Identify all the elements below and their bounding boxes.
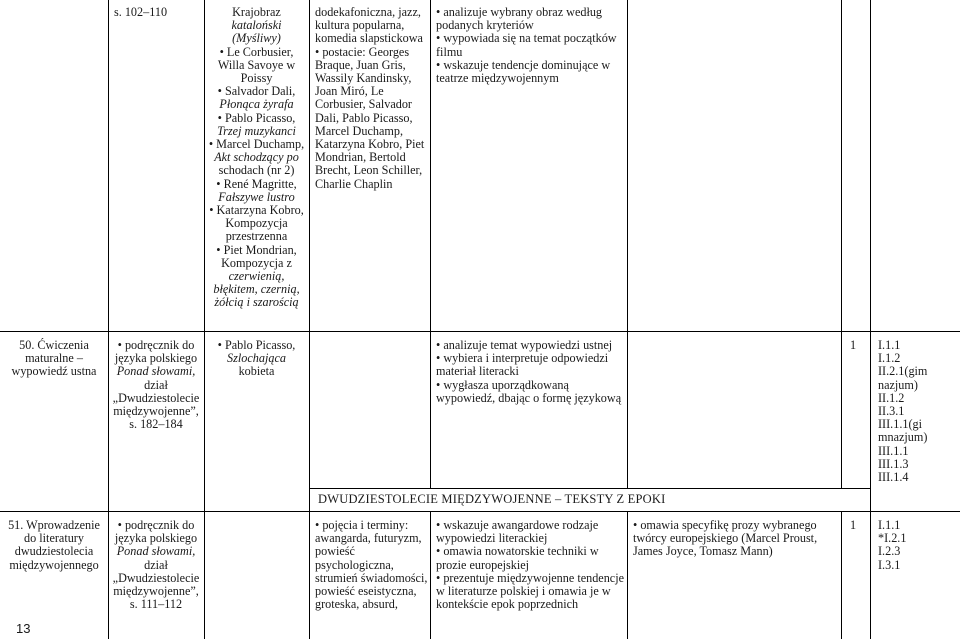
goal-line: • wypowiada się na temat początków — [436, 31, 617, 46]
reading-line: „Dwudziestolecie — [112, 390, 200, 405]
terms-cell-top — [315, 6, 424, 191]
req-line: I.1.1 — [878, 518, 901, 532]
text-line: żółcią i szarością — [214, 295, 299, 310]
reading-line: dział — [144, 377, 168, 392]
req-line: I.1.1 — [878, 338, 901, 352]
text-line: Płonąca żyrafa — [219, 97, 294, 112]
grid-line — [841, 0, 842, 488]
grid-line — [627, 0, 628, 488]
goals-cell-50 — [436, 339, 621, 405]
text-line: • Marcel Duchamp, — [208, 137, 305, 152]
terms-line: Marcel Duchamp, — [315, 123, 403, 138]
reading-pages: s. 102–110 — [114, 5, 168, 19]
req-line: III.1.1(gi — [878, 417, 922, 432]
text-line: kataloński — [231, 18, 282, 33]
text-line: kobieta — [238, 364, 275, 379]
terms-line: powieść — [315, 544, 355, 559]
lesson-line: 50. Ćwiczenia — [19, 338, 89, 352]
goals-cell-51 — [436, 519, 624, 611]
terms-line: strumień świadomości, — [315, 570, 428, 585]
reqs-cell-50 — [878, 339, 927, 484]
goal-line: • analizuje temat wypowiedzi ustnej — [436, 338, 613, 352]
terms-line: • pojęcia i terminy: — [315, 518, 409, 532]
terms-line: Charlie Chaplin — [315, 176, 393, 191]
terms-line: Wassily Kandinsky, — [315, 71, 412, 86]
reading-line: Ponad słowami, — [116, 544, 196, 559]
terms-line: psychologiczna, — [315, 557, 394, 572]
goal-line: • wygłasza uporządkowaną — [436, 377, 569, 392]
terms-line: dodekafoniczna, jazz, — [315, 5, 421, 19]
texts-cell-top — [204, 6, 309, 310]
reading-line: • podręcznik do — [117, 338, 195, 352]
reading-line: Ponad słowami, — [116, 364, 196, 379]
reading-cell-top — [114, 6, 167, 19]
extended-line: • omawia specyfikę prozy wybranego — [633, 518, 817, 532]
lesson-line: 51. Wprowadzenie — [8, 518, 100, 532]
terms-line: Brecht, Leon Schiller, — [315, 163, 423, 178]
goal-line: wypowiedzi literackiej — [436, 531, 548, 546]
terms-line: • postacie: Georges — [315, 44, 410, 59]
goal-line: wypowiedź, dbając o formę językową — [436, 390, 622, 405]
text-line: Trzej muzykanci — [217, 123, 296, 138]
terms-line: komedia slapstickowa — [315, 31, 423, 46]
grid-line — [309, 488, 870, 489]
lesson-line: dwudziestolecia — [14, 544, 94, 559]
reqs-cell-51 — [878, 519, 906, 572]
text-line: Krajobraz — [232, 5, 281, 19]
goal-line: • wskazuje tendencje dominujące w — [436, 57, 611, 72]
lesson-50-title — [0, 339, 108, 379]
goal-line: • omawia nowatorskie techniki w — [436, 544, 599, 559]
terms-line: Braque, Juan Gris, — [315, 57, 406, 72]
text-line: • Piet Mondrian, — [216, 242, 297, 257]
reading-line: międzywojenne”, — [113, 584, 199, 599]
text-line: • Le Corbusier, — [219, 44, 294, 59]
grid-line — [0, 331, 960, 332]
terms-line: groteska, absurd, — [315, 597, 398, 612]
req-line: II.3.1 — [878, 404, 905, 419]
text-line: • Salvador Dali, — [217, 84, 296, 99]
req-line: III.1.1 — [878, 443, 909, 458]
extended-line: James Joyce, Tomasz Mann) — [633, 544, 773, 559]
text-line: Szlochająca — [227, 351, 286, 366]
grid-line — [870, 0, 871, 639]
goal-line: materiał literacki — [436, 364, 519, 379]
reading-line: s. 182–184 — [129, 417, 183, 432]
reading-line: języka polskiego — [114, 531, 198, 546]
terms-line: Dali, Pablo Picasso, — [315, 110, 413, 125]
text-line: czerwienią, — [228, 269, 285, 284]
goal-line: • prezentuje międzywojenne tendencje — [436, 570, 625, 585]
reading-line: s. 111–112 — [129, 597, 183, 612]
section-header-text: DWUDZIESTOLECIE MIĘDZYWOJENNE – TEKSTY Z EPOKI — [318, 492, 666, 506]
text-line: • Pablo Picasso, — [217, 338, 296, 352]
req-line: I.2.3 — [878, 544, 901, 559]
goal-line: • wybiera i interpretuje odpowiedzi — [436, 351, 609, 366]
req-line: II.1.2 — [878, 390, 905, 405]
text-line: Poissy — [240, 71, 273, 86]
goal-line: • wskazuje awangardowe rodzaje — [436, 518, 599, 532]
goal-line: filmu — [436, 44, 463, 59]
goal-line: kontekście epok poprzednich — [436, 597, 579, 612]
reading-line: • podręcznik do — [117, 518, 195, 532]
goals-cell-top — [436, 6, 617, 85]
req-line: III.1.4 — [878, 470, 909, 485]
goal-line: w literaturze polskiej i omawia je w — [436, 584, 611, 599]
reading-line: języka polskiego — [114, 351, 198, 366]
terms-line: awangarda, futuryzm, — [315, 531, 422, 546]
req-line: III.1.3 — [878, 456, 909, 471]
req-line: I.3.1 — [878, 557, 901, 572]
page-number: 13 — [16, 621, 31, 636]
lesson-51-title — [0, 519, 108, 572]
goal-line: podanych kryteriów — [436, 18, 534, 33]
grid-line — [841, 511, 842, 639]
text-line: • René Magritte, — [216, 176, 297, 191]
terms-line: Katarzyna Kobro, Piet — [315, 137, 425, 152]
reading-cell-50 — [108, 339, 204, 431]
section-header — [318, 493, 665, 506]
hours-value: 1 — [850, 518, 857, 532]
grid-line — [430, 0, 431, 488]
grid-line — [430, 511, 431, 639]
text-line: Kompozycja — [225, 216, 288, 231]
text-line: błękitem, czernią, — [213, 282, 300, 297]
text-line: przestrzenna — [225, 229, 288, 244]
req-line: nazjum) — [878, 377, 918, 392]
lesson-line: międzywojennego — [9, 557, 99, 572]
reading-line: „Dwudziestolecie — [112, 570, 200, 585]
hours-50 — [850, 339, 856, 352]
reading-line: dział — [144, 557, 168, 572]
terms-line: Corbusier, Salvador — [315, 97, 412, 112]
goal-line: prozie europejskiej — [436, 557, 530, 572]
text-line: Fałszywe lustro — [218, 189, 295, 204]
text-line: Kompozycja z — [221, 255, 292, 270]
terms-line: Joan Miró, Le — [315, 84, 384, 99]
texts-cell-50 — [204, 339, 309, 379]
grid-line — [0, 511, 960, 512]
lesson-line: maturalne – — [25, 351, 83, 366]
text-line: • Katarzyna Kobro, — [209, 203, 304, 218]
req-line: I.1.2 — [878, 351, 901, 366]
hours-51 — [850, 519, 856, 532]
req-line: mnazjum) — [878, 430, 928, 445]
text-line: • Pablo Picasso, — [217, 110, 296, 125]
lesson-line: do literatury — [24, 531, 84, 546]
text-line: Willa Savoye w — [217, 57, 296, 72]
grid-line — [309, 0, 310, 639]
terms-line: kultura popularna, — [315, 18, 405, 33]
extended-goals-51 — [633, 519, 817, 559]
text-line: schodach (nr 2) — [218, 163, 295, 178]
grid-line — [627, 511, 628, 639]
reading-cell-51 — [108, 519, 204, 611]
lesson-line: wypowiedź ustna — [11, 364, 97, 379]
text-line: (Myśliwy) — [232, 31, 281, 46]
reading-line: międzywojenne”, — [113, 404, 199, 419]
text-line: Akt schodzący po — [214, 150, 299, 165]
goal-line: • analizuje wybrany obraz według — [436, 5, 603, 19]
terms-cell-51 — [315, 519, 427, 611]
terms-line: powieść eseistyczna, — [315, 584, 417, 599]
hours-value: 1 — [850, 338, 857, 352]
req-line: *I.2.1 — [878, 531, 907, 546]
terms-line: Mondrian, Bertold — [315, 150, 406, 165]
goal-line: teatrze międzywojennym — [436, 71, 559, 86]
req-line: II.2.1(gim — [878, 364, 928, 379]
extended-line: twórcy europejskiego (Marcel Proust, — [633, 531, 818, 546]
